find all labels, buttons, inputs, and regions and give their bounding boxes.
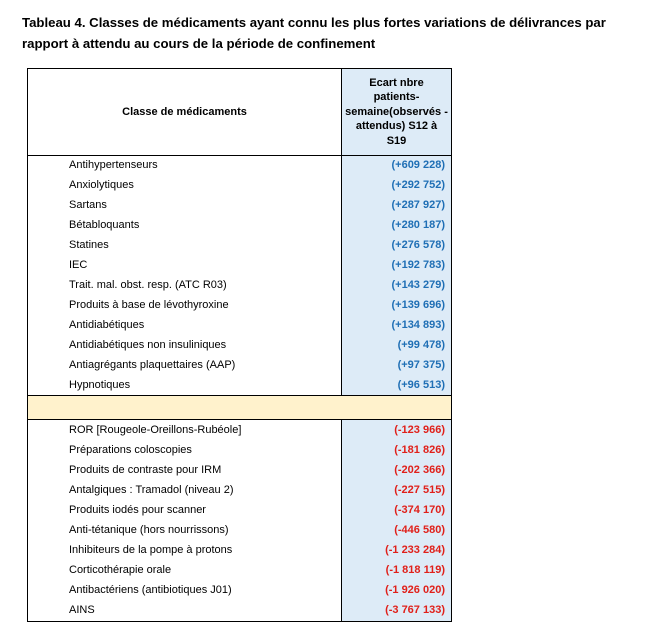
- table-row: [28, 500, 451, 520]
- table-row: [28, 440, 451, 460]
- deviation-value: (+139 696): [391, 299, 445, 311]
- medication-class-label: Antiagrégants plaquettaires (AAP): [69, 359, 236, 371]
- table-row: [28, 600, 451, 620]
- table-row: [28, 215, 451, 235]
- deviation-value: (+292 752): [391, 179, 445, 191]
- table-row: [28, 580, 451, 600]
- table-row: [28, 480, 451, 500]
- medication-class-label: Anxiolytiques: [69, 179, 134, 191]
- deviation-value: (+287 927): [391, 199, 445, 211]
- deviation-value: (-374 170): [394, 504, 445, 516]
- table-title: Tableau 4. Classes de médicaments ayant connu les plus fortes variations de délivrances par rapport à attendu au cours de la période de confinement: [22, 15, 606, 51]
- table-row: [28, 420, 451, 440]
- table-row: [28, 355, 451, 375]
- table-row: [28, 195, 451, 215]
- medication-class-label: Antihypertenseurs: [69, 159, 158, 171]
- medication-class-label: Statines: [69, 239, 109, 251]
- medication-class-label: Sartans: [69, 199, 107, 211]
- table-header: [28, 69, 451, 156]
- deviation-value: (-181 826): [394, 444, 445, 456]
- deviation-value: (-1 818 119): [385, 564, 445, 576]
- table-row: [28, 175, 451, 195]
- column-header-class: Classe de médicaments: [122, 106, 247, 118]
- table-row: [28, 520, 451, 540]
- table-row: [28, 540, 451, 560]
- table-row: [28, 335, 451, 355]
- medication-class-label: Produits à base de lévothyroxine: [69, 299, 229, 311]
- medication-class-label: Antalgiques : Tramadol (niveau 2): [69, 484, 234, 496]
- medication-class-label: Antidiabétiques non insuliniques: [69, 339, 227, 351]
- deviation-value: (-123 966): [394, 424, 445, 436]
- deviation-value: (+96 513): [397, 379, 445, 391]
- deviation-value: (+276 578): [391, 239, 445, 251]
- deviation-value: (-1 926 020): [385, 584, 445, 596]
- deviation-value: (+280 187): [391, 219, 445, 231]
- table-row: [28, 295, 451, 315]
- deviation-value: (+192 783): [391, 259, 445, 271]
- deviation-value: (+143 279): [391, 279, 445, 291]
- medication-class-label: Corticothérapie orale: [69, 564, 172, 576]
- deviation-value: (+609 228): [391, 159, 445, 171]
- medication-table: [27, 68, 452, 622]
- medication-class-label: ROR [Rougeole-Oreillons-Rubéole]: [69, 424, 242, 436]
- group-separator: [28, 395, 451, 420]
- deviation-value: (+99 478): [397, 339, 445, 351]
- column-header-deviation: Ecart nbre patients-semaine(observés -attendus) S12 à S19: [341, 69, 451, 155]
- medication-class-label: Produits iodés pour scanner: [69, 504, 206, 516]
- table-row: [28, 155, 451, 175]
- medication-class-label: Hypnotiques: [69, 379, 131, 391]
- deviation-value: (-446 580): [394, 524, 445, 536]
- medication-class-label: Bétabloquants: [69, 219, 140, 231]
- medication-class-label: Inhibiteurs de la pompe à protons: [69, 544, 233, 556]
- deviation-value: (-202 366): [394, 464, 445, 476]
- medication-class-label: Trait. mal. obst. resp. (ATC R03): [69, 279, 227, 291]
- medication-class-label: Produits de contraste pour IRM: [69, 464, 222, 476]
- medication-class-label: Anti-tétanique (hors nourrissons): [69, 524, 229, 536]
- table-row: [28, 255, 451, 275]
- medication-class-label: Préparations coloscopies: [69, 444, 192, 456]
- deviation-value: (+134 893): [391, 319, 445, 331]
- table-row: [28, 460, 451, 480]
- deviation-value: (-1 233 284): [385, 544, 445, 556]
- table-row: [28, 275, 451, 295]
- table-row: [28, 235, 451, 255]
- medication-class-label: AINS: [69, 604, 95, 616]
- medication-class-label: Antidiabétiques: [69, 319, 145, 331]
- table-row: [28, 375, 451, 395]
- medication-class-label: IEC: [69, 259, 88, 271]
- table-row: [28, 315, 451, 335]
- deviation-value: (+97 375): [397, 359, 445, 371]
- deviation-value: (-3 767 133): [385, 604, 445, 616]
- deviation-value: (-227 515): [394, 484, 445, 496]
- medication-class-label: Antibactériens (antibiotiques J01): [69, 584, 232, 596]
- table-row: [28, 560, 451, 580]
